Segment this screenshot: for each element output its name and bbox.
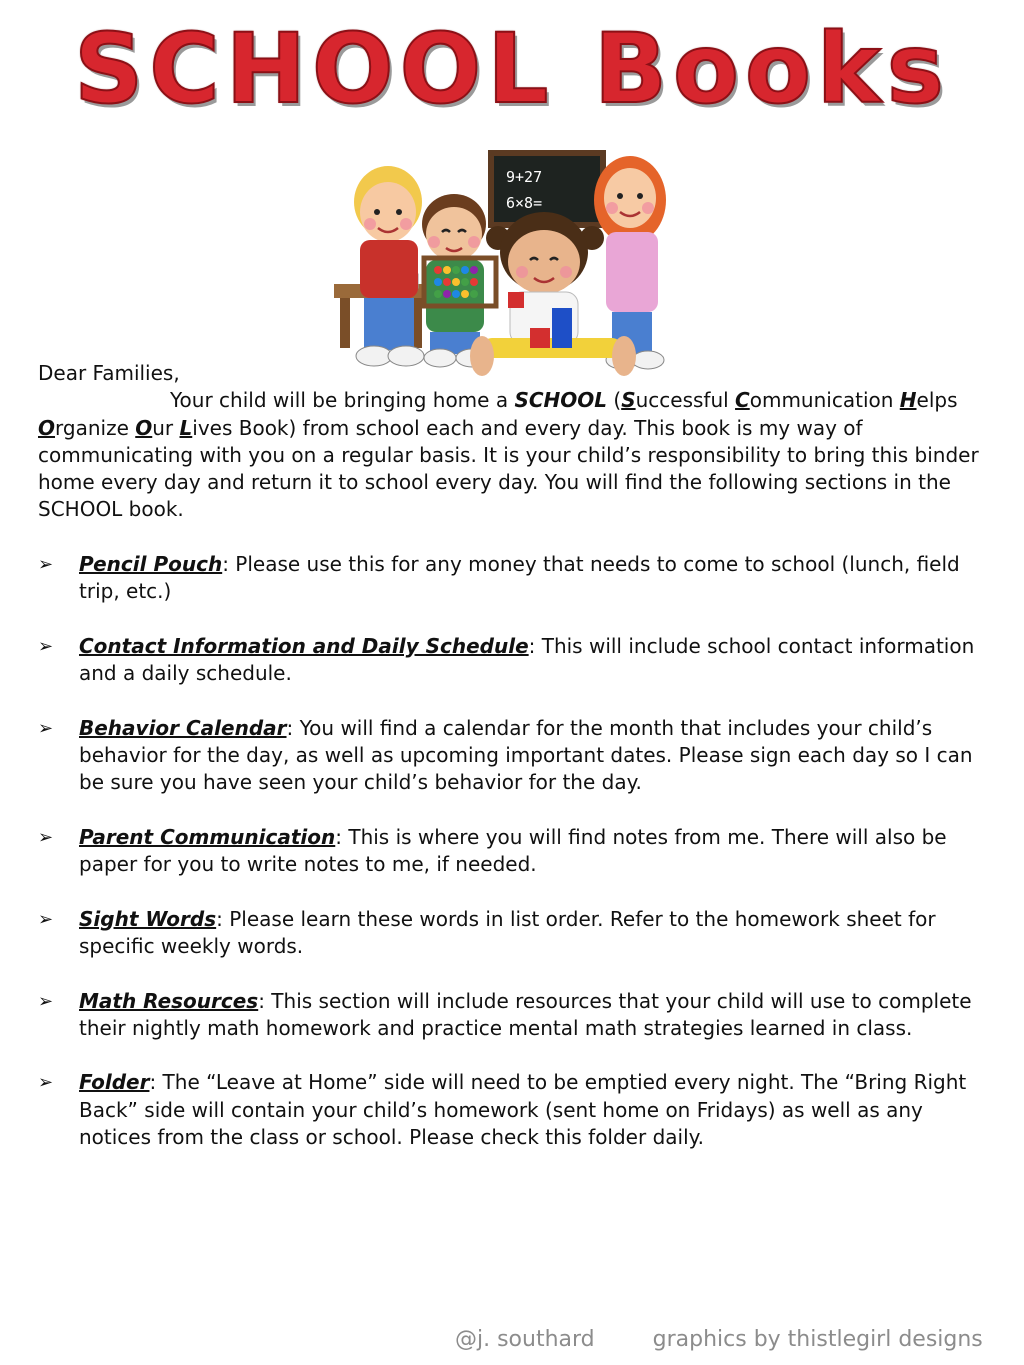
list-item bbox=[38, 988, 988, 1043]
acronym-rest-o2: ur bbox=[152, 415, 180, 440]
arrow-bullet-icon: ➢ bbox=[38, 826, 54, 848]
block bbox=[552, 308, 572, 328]
sections-list bbox=[38, 551, 988, 1152]
block bbox=[508, 292, 524, 308]
acronym-letter-o2: O bbox=[135, 415, 153, 440]
acronym-rest-c: ommunication bbox=[749, 388, 900, 413]
block bbox=[552, 328, 572, 348]
section-text: : Please learn these words in list order. Refer to the homework sheet for specific weekly words. bbox=[79, 906, 936, 958]
list-item bbox=[38, 715, 988, 797]
section-text: : The “Leave at Home” side will need to be emptied every night. The “Bring Right Back” side will contain your child’s homework (sent home on Fridays) as well as any notices from the class or school. Please check this folder daily. bbox=[79, 1070, 967, 1150]
acronym-rest-o1: rganize bbox=[55, 415, 136, 440]
section-term: Pencil Pouch bbox=[79, 551, 223, 576]
letter-body bbox=[38, 360, 988, 1179]
section-term: Behavior Calendar bbox=[79, 715, 287, 740]
footer-credit: graphics by thistlegirl designs bbox=[652, 1327, 983, 1352]
footer-author: @j. southard bbox=[455, 1327, 595, 1352]
list-item bbox=[38, 633, 988, 688]
arrow-bullet-icon: ➢ bbox=[38, 908, 54, 930]
footer-credits bbox=[455, 1327, 1015, 1352]
girl-shirt bbox=[606, 232, 658, 312]
chalkboard-line-2: 6×8= bbox=[506, 194, 543, 212]
acronym-letter-l: L bbox=[179, 415, 193, 440]
paren-open: ( bbox=[607, 388, 622, 413]
boy-shirt bbox=[360, 240, 418, 298]
arrow-bullet-icon: ➢ bbox=[38, 1072, 54, 1094]
arrow-bullet-icon: ➢ bbox=[38, 990, 54, 1012]
section-term: Parent Communication bbox=[79, 824, 336, 849]
desk-leg bbox=[340, 298, 350, 348]
girl2-face bbox=[508, 230, 580, 294]
intro-paragraph bbox=[38, 387, 988, 523]
arrow-bullet-icon: ➢ bbox=[38, 635, 54, 657]
acronym-rest-s: uccessful bbox=[635, 388, 736, 413]
section-term: Math Resources bbox=[79, 988, 259, 1013]
section-text: : This is where you will find notes from me. There will also be paper for you to write notes to me, if needed. bbox=[79, 824, 947, 877]
acronym-letter-o1: O bbox=[38, 415, 56, 440]
acronym-rest-l: ives Book) bbox=[192, 415, 297, 440]
children-classroom-clipart bbox=[330, 142, 680, 387]
acronym-letter-h: H bbox=[899, 388, 917, 413]
intro-before: Your child will be bringing home a bbox=[170, 388, 515, 413]
list-item bbox=[38, 906, 988, 961]
section-text: : This section will include resources that your child will use to complete their nightly math homework and practice mental math strategies learned in class. bbox=[79, 988, 972, 1040]
arrow-bullet-icon: ➢ bbox=[38, 553, 54, 575]
girl-face bbox=[604, 168, 656, 228]
list-item bbox=[38, 551, 988, 606]
acronym-letter-c: C bbox=[735, 388, 750, 413]
list-item bbox=[38, 1069, 988, 1151]
boy2-face bbox=[426, 207, 482, 261]
section-term: Contact Information and Daily Schedule bbox=[79, 633, 529, 658]
section-text: : Please use this for any money that needs to come to school (lunch, field trip, etc.) bbox=[79, 551, 960, 604]
boy-jeans bbox=[364, 298, 414, 350]
section-term: Folder bbox=[79, 1070, 150, 1095]
intro-after: from school each and every day. This book is my way of communicating with you on a regular basis. It is your child’s responsibility to bring this binder home every day and return it to school every day. You will find the following sections in the SCHOOL book. bbox=[38, 415, 979, 522]
acronym-letter-s: S bbox=[621, 388, 636, 413]
chalkboard-line-1: 9+27 bbox=[506, 168, 543, 186]
section-text: : You will find a calendar for the month that includes your child’s behavior for the day, as well as upcoming important dates. Please sign each day so I can be sure you have seen your child’s behavior for the day. bbox=[79, 715, 973, 795]
section-text: : This will include school contact information and a daily schedule. bbox=[79, 633, 975, 685]
list-item bbox=[38, 824, 988, 879]
greeting: Dear Families, bbox=[38, 361, 180, 385]
arrow-bullet-icon: ➢ bbox=[38, 717, 54, 739]
section-term: Sight Words bbox=[79, 906, 217, 931]
abacus-beads bbox=[434, 266, 478, 298]
acronym-word: SCHOOL bbox=[514, 388, 608, 413]
page-title: SCHOOL Books bbox=[74, 13, 950, 125]
acronym-rest-h: elps bbox=[916, 388, 958, 413]
block bbox=[530, 328, 550, 348]
